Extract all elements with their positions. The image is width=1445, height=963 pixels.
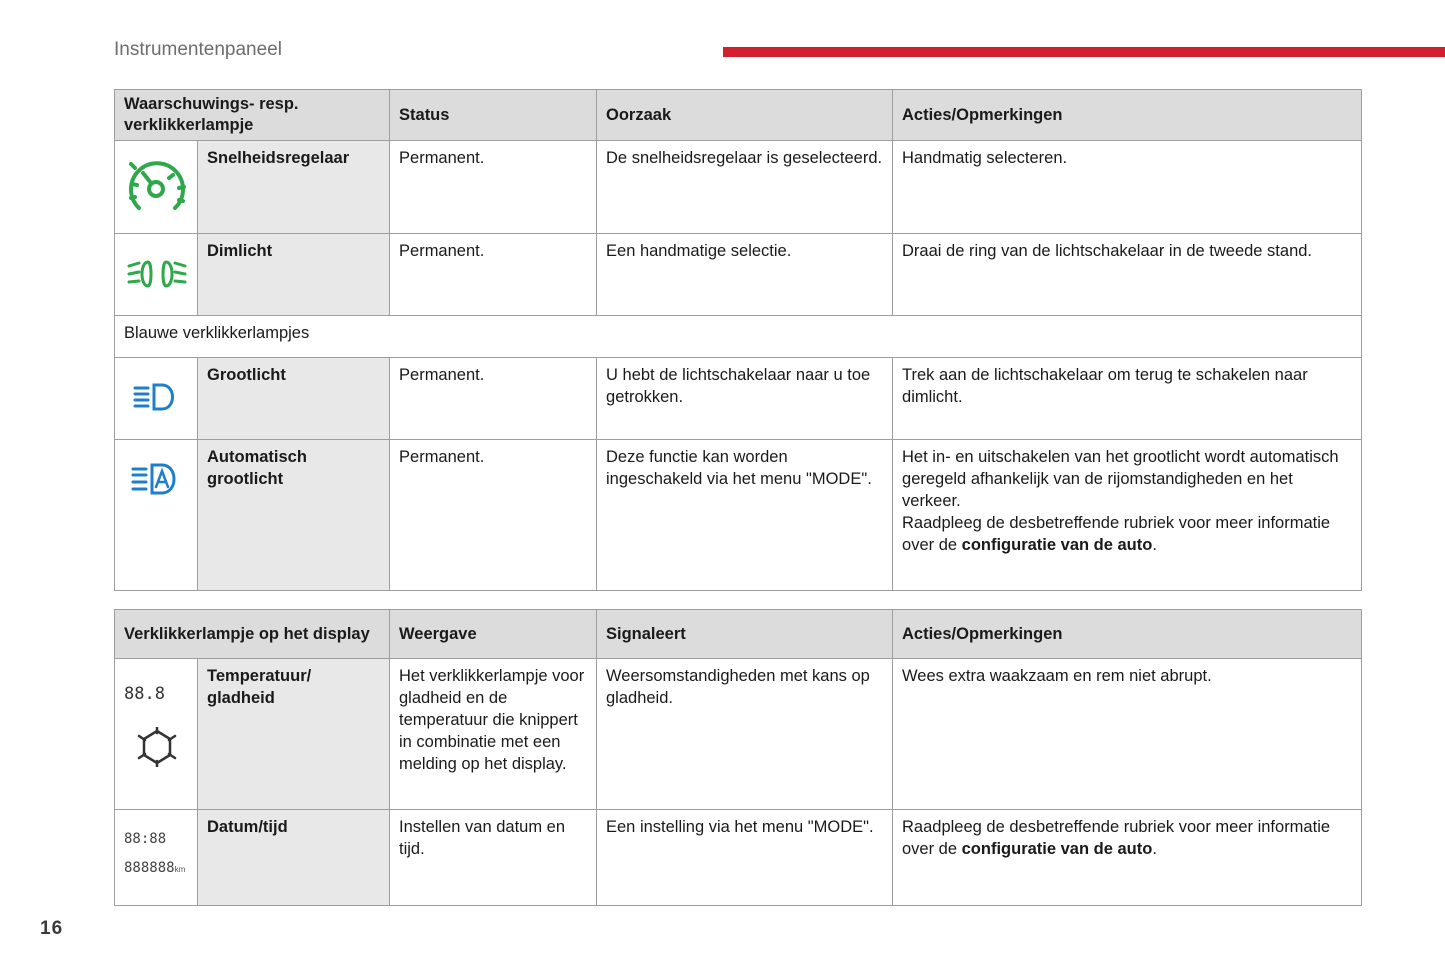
header-actions: Acties/Opmerkingen [893,90,1362,141]
temperature-digits: 88.8 [124,684,165,704]
automatic-main-beam-icon [130,462,184,496]
status-cell: Permanent. [390,440,597,591]
lamp-name: Grootlicht [198,358,390,440]
lamp-name: Snelheidsregelaar [198,141,390,234]
table-row [115,659,1362,810]
table-row [115,440,1362,591]
actions-text: Raadpleeg de desbetreffende rubriek voor meer informatie over de [902,514,1331,554]
section-accent-bar [723,47,1445,57]
status-cell: Permanent. [390,234,597,316]
lamp-name: Datum/tijd [198,810,390,906]
header-lamp: Waarschuwings- resp. verklikkerlampje [115,90,390,141]
status-cell: Permanent. [390,358,597,440]
lamp-name: Automatisch grootlicht [198,440,390,591]
cause-cell: Een handmatige selectie. [597,234,893,316]
actions-cell [893,440,1362,591]
cruise-control-icon [125,158,189,216]
lamp-name: Temperatuur/ gladheid [198,659,390,810]
odometer-digits: 888888 [124,860,175,876]
status-cell: Permanent. [390,141,597,234]
section-title: Instrumentenpaneel [114,39,282,60]
main-beam-icon [132,382,182,412]
display-lamps-table [114,609,1362,906]
odometer-display [124,856,189,881]
header-display: Weergave [390,610,597,659]
actions-cell [893,810,1362,906]
snowflake-icon [137,727,177,767]
actions-cell: Trek aan de lichtschakelaar om terug te schakelen naar dimlicht. [893,358,1362,440]
odometer-unit: km [174,865,186,874]
warning-lamps-table [114,89,1362,591]
actions-emphasis: configuratie van de auto [961,840,1153,858]
table-row [115,234,1362,316]
display-cell: Het verklikkerlampje voor gladheid en de temperatuur die knippert in combinatie met een melding op het display. [390,659,597,810]
actions-text: . [1152,840,1157,858]
table-row [115,810,1362,906]
lamp-name: Dimlicht [198,234,390,316]
actions-text: Het in- en uitschakelen van het grootlicht wordt automatisch geregeld afhankelijk van de rijomstandigheden en het verkeer. [902,448,1339,510]
signals-cell: Weersomstandigheden met kans op gladheid. [597,659,893,810]
header-signals: Signaleert [597,610,893,659]
group-row [115,316,1362,358]
cause-cell: Deze functie kan worden ingeschakeld via het menu "MODE". [597,440,893,591]
header-status: Status [390,90,597,141]
signals-cell: Een instelling via het menu "MODE". [597,810,893,906]
dipped-beam-icon [126,257,188,291]
table-row [115,141,1362,234]
header-actions: Acties/Opmerkingen [893,610,1362,659]
actions-cell: Handmatig selecteren. [893,141,1362,234]
page-number: 16 [40,918,64,939]
group-label: Blauwe verklikkerlampjes [115,316,1362,358]
actions-text: . [1152,536,1157,554]
header-cause: Oorzaak [597,90,893,141]
actions-cell: Wees extra waakzaam en rem niet abrupt. [893,659,1362,810]
actions-cell: Draai de ring van de lichtschakelaar in de tweede stand. [893,234,1362,316]
header-lamp: Verklikkerlampje op het display [115,610,390,659]
actions-emphasis: configuratie van de auto [961,536,1153,554]
display-cell: Instellen van datum en tijd. [390,810,597,906]
clock-digits: 88:88 [124,831,167,847]
cause-cell: De snelheidsregelaar is geselecteerd. [597,141,893,234]
actions-text: Raadpleeg de desbetreffende rubriek voor meer informatie over de [902,818,1331,858]
cause-cell: U hebt de lichtschakelaar naar u toe getrokken. [597,358,893,440]
table-row [115,358,1362,440]
